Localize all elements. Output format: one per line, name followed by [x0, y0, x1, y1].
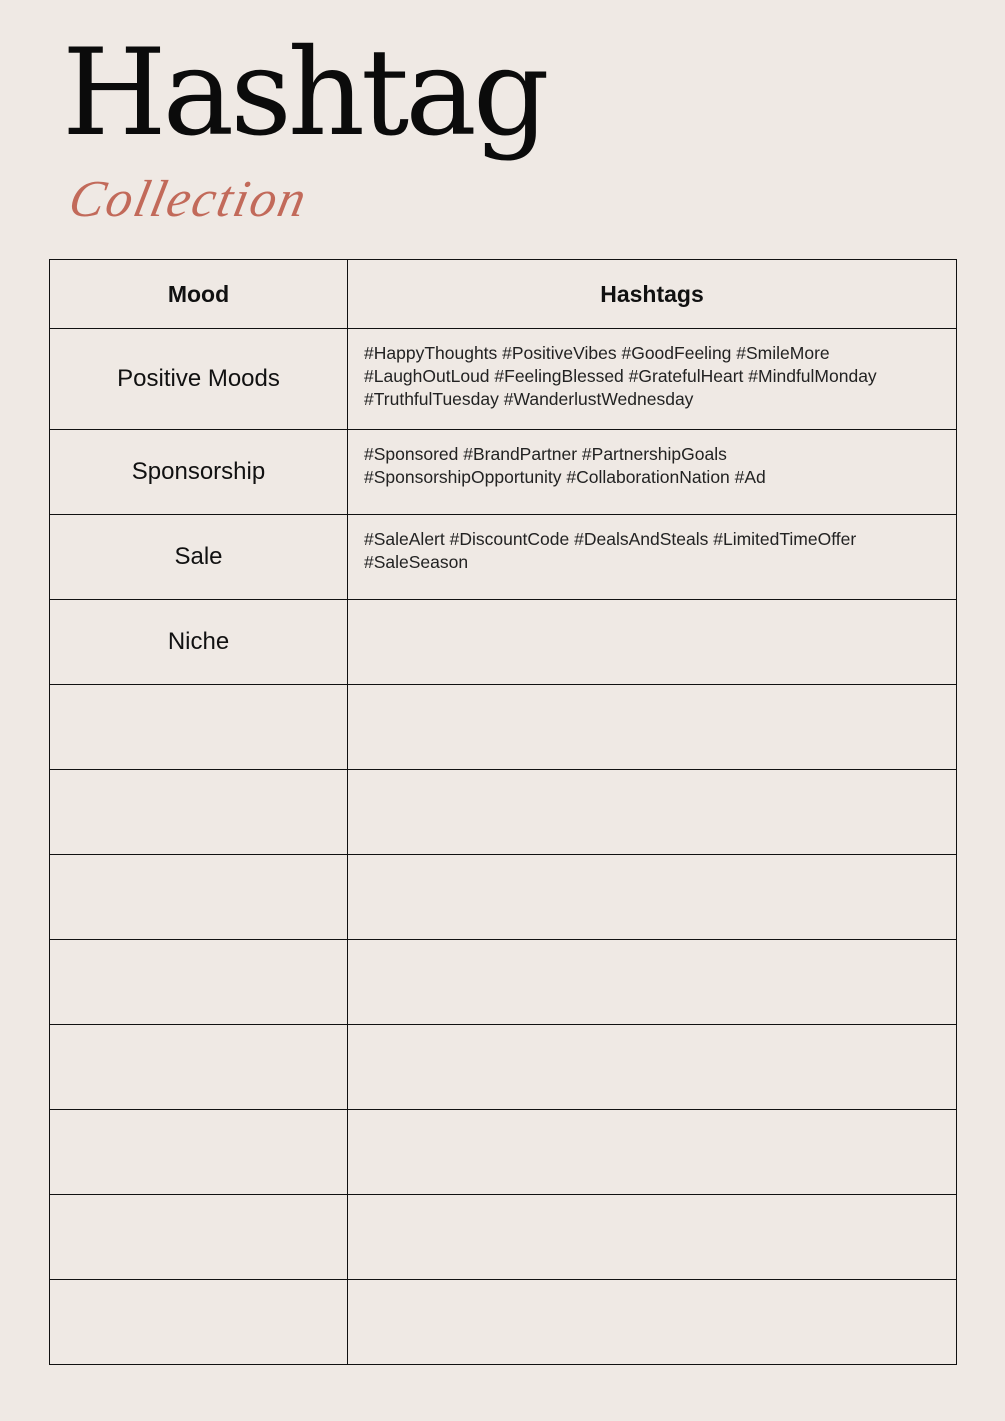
- hashtags-cell[interactable]: [348, 600, 957, 685]
- hashtags-cell[interactable]: [348, 515, 957, 600]
- table-row: [50, 855, 957, 940]
- hashtags-cell[interactable]: [348, 685, 957, 770]
- hashtags-cell[interactable]: [348, 430, 957, 515]
- column-header-mood: Mood: [50, 260, 348, 329]
- mood-cell[interactable]: Niche: [50, 600, 348, 685]
- hashtag-line: #SponsorshipOpportunity #CollaborationNation #Ad: [364, 467, 766, 487]
- mood-cell[interactable]: [50, 685, 348, 770]
- table-row: [50, 515, 957, 600]
- hashtag-line: #SaleSeason: [364, 552, 469, 572]
- table-row: [50, 600, 957, 685]
- table-header-row: [50, 260, 957, 329]
- hashtag-table: [49, 259, 957, 1365]
- hashtag-line: #HappyThoughts #PositiveVibes #GoodFeeling #SmileMore: [364, 343, 830, 363]
- table-row: [50, 1280, 957, 1365]
- mood-cell[interactable]: [50, 1280, 348, 1365]
- hashtags-cell[interactable]: [348, 1280, 957, 1365]
- mood-cell[interactable]: Sale: [50, 515, 348, 600]
- page-subtitle: Collection: [64, 171, 313, 228]
- hashtags-cell[interactable]: [348, 1025, 957, 1110]
- table-row: [50, 1110, 957, 1195]
- column-header-hashtags: Hashtags: [348, 260, 957, 329]
- hashtags-cell[interactable]: [348, 1110, 957, 1195]
- hashtag-line: #SaleAlert #DiscountCode #DealsAndSteals #LimitedTimeOffer: [364, 529, 857, 549]
- hashtags-cell[interactable]: [348, 1195, 957, 1280]
- mood-cell[interactable]: [50, 1110, 348, 1195]
- table-row: [50, 685, 957, 770]
- mood-cell[interactable]: [50, 1195, 348, 1280]
- hashtags-cell[interactable]: [348, 329, 957, 430]
- hashtags-cell[interactable]: [348, 940, 957, 1025]
- table-row: [50, 430, 957, 515]
- mood-cell[interactable]: [50, 770, 348, 855]
- hashtags-cell[interactable]: [348, 855, 957, 940]
- table-row: [50, 1195, 957, 1280]
- mood-cell[interactable]: Sponsorship: [50, 430, 348, 515]
- hashtag-line: #TruthfulTuesday #WanderlustWednesday: [364, 389, 694, 409]
- mood-cell[interactable]: [50, 1025, 348, 1110]
- hashtag-line: #Sponsored #BrandPartner #PartnershipGoals: [364, 444, 727, 464]
- mood-cell[interactable]: Positive Moods: [50, 329, 348, 430]
- table-row: [50, 770, 957, 855]
- hashtag-line: #LaughOutLoud #FeelingBlessed #GratefulHeart #MindfulMonday: [364, 366, 877, 386]
- hashtags-cell[interactable]: [348, 770, 957, 855]
- page-title: Hashtag: [62, 24, 546, 163]
- table-row: [50, 940, 957, 1025]
- table-row: [50, 1025, 957, 1110]
- table-row: [50, 329, 957, 430]
- mood-cell[interactable]: [50, 855, 348, 940]
- mood-cell[interactable]: [50, 940, 348, 1025]
